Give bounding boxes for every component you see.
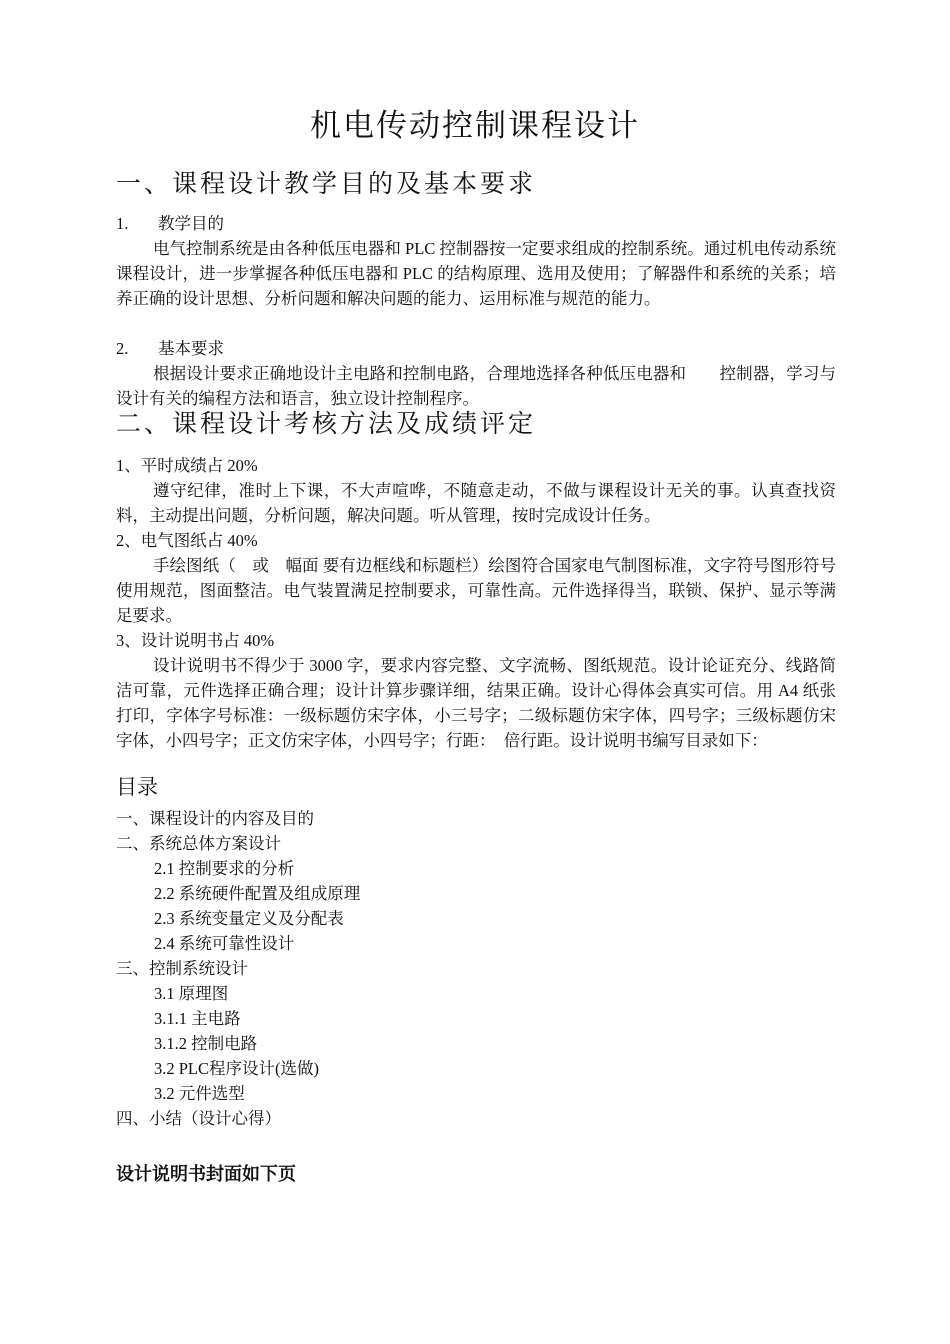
section-1-item-1-text: 电气控制系统是由各种低压电器和 PLC 控制器按一定要求组成的控制系统。通过机电传动系统课程设计，进一步掌握各种低压电器和 PLC 的结构原理、选用及使用；了解器件和系统的关系；培养正确的设计思想、分析问题和解决问题的能力、运用标准与规范的能力。 xyxy=(116,239,836,308)
toc-title: 目录 xyxy=(116,775,158,799)
toc-item: 三、控制系统设计 xyxy=(116,959,248,978)
document-title: 机电传动控制课程设计 xyxy=(310,108,640,144)
toc-item: 3.1.1 主电路 xyxy=(154,1009,241,1028)
section-2-item-3-text: 设计说明书不得少于 3000 字，要求内容完整、文字流畅、图纸规范。设计论证充分、线路简洁可靠，元件选择正确合理；设计计算步骤详细，结果正确。设计心得体会真实可信。用 A4 纸张打印，字体字号标准：一级标题仿宋字体，小三号字；二级标题仿宋字体，四号字；三级标题仿宋字体，小四号字；正文仿宋字体，小四号字；行距： 倍行距。设计说明书编写目录如下： xyxy=(116,656,836,750)
section-2-item-1-text: 遵守纪律，准时上下课，不大声喧哗，不随意走动，不做与课程设计无关的事。认真查找资料，主动提出问题，分析问题，解决问题。听从管理，按时完成设计任务。 xyxy=(116,481,836,525)
toc-item: 3.2 PLC程序设计(选做) xyxy=(154,1059,319,1078)
section-1-heading: 一、课程设计教学目的及基本要求 xyxy=(116,169,537,198)
toc-item: 四、小结（设计心得） xyxy=(116,1109,281,1128)
section-2-item-3-label: 3、设计说明书占 40% xyxy=(116,631,275,650)
cover-note: 设计说明书封面如下页 xyxy=(116,1164,296,1185)
section-2-heading: 二、课程设计考核方法及成绩评定 xyxy=(116,409,537,438)
toc-item: 3.2 元件选型 xyxy=(154,1084,245,1103)
section-1-item-2-text: 根据设计要求正确地设计主电路和控制电路，合理地选择各种低压电器和 控制器，学习与设计有关的编程方法和语言，独立设计控制程序。 xyxy=(116,364,836,408)
toc-item: 3.1 原理图 xyxy=(154,984,229,1003)
toc-item: 2.1 控制要求的分析 xyxy=(154,859,295,878)
section-1-item-1-label: 1. 教学目的 xyxy=(116,214,224,233)
toc-item: 2.4 系统可靠性设计 xyxy=(154,934,295,953)
section-2-item-1-label: 1、平时成绩占 20% xyxy=(116,456,258,475)
section-2-item-2-text: 手绘图纸（ 或 幅面 要有边框线和标题栏）绘图符合国家电气制图标准，文字符号图形符号使用规范，图面整洁。电气装置满足控制要求，可靠性高。元件选择得当，联锁、保护、显示等满足要求。 xyxy=(116,556,836,625)
toc-item: 2.2 系统硬件配置及组成原理 xyxy=(154,884,361,903)
section-2-item-2-label: 2、电气图纸占 40% xyxy=(116,531,258,550)
toc-item: 二、系统总体方案设计 xyxy=(116,834,281,853)
toc-item: 2.3 系统变量定义及分配表 xyxy=(154,909,344,928)
toc-item: 一、课程设计的内容及目的 xyxy=(116,809,314,828)
section-1-item-2-label: 2. 基本要求 xyxy=(116,339,224,358)
toc-item: 3.1.2 控制电路 xyxy=(154,1034,258,1053)
